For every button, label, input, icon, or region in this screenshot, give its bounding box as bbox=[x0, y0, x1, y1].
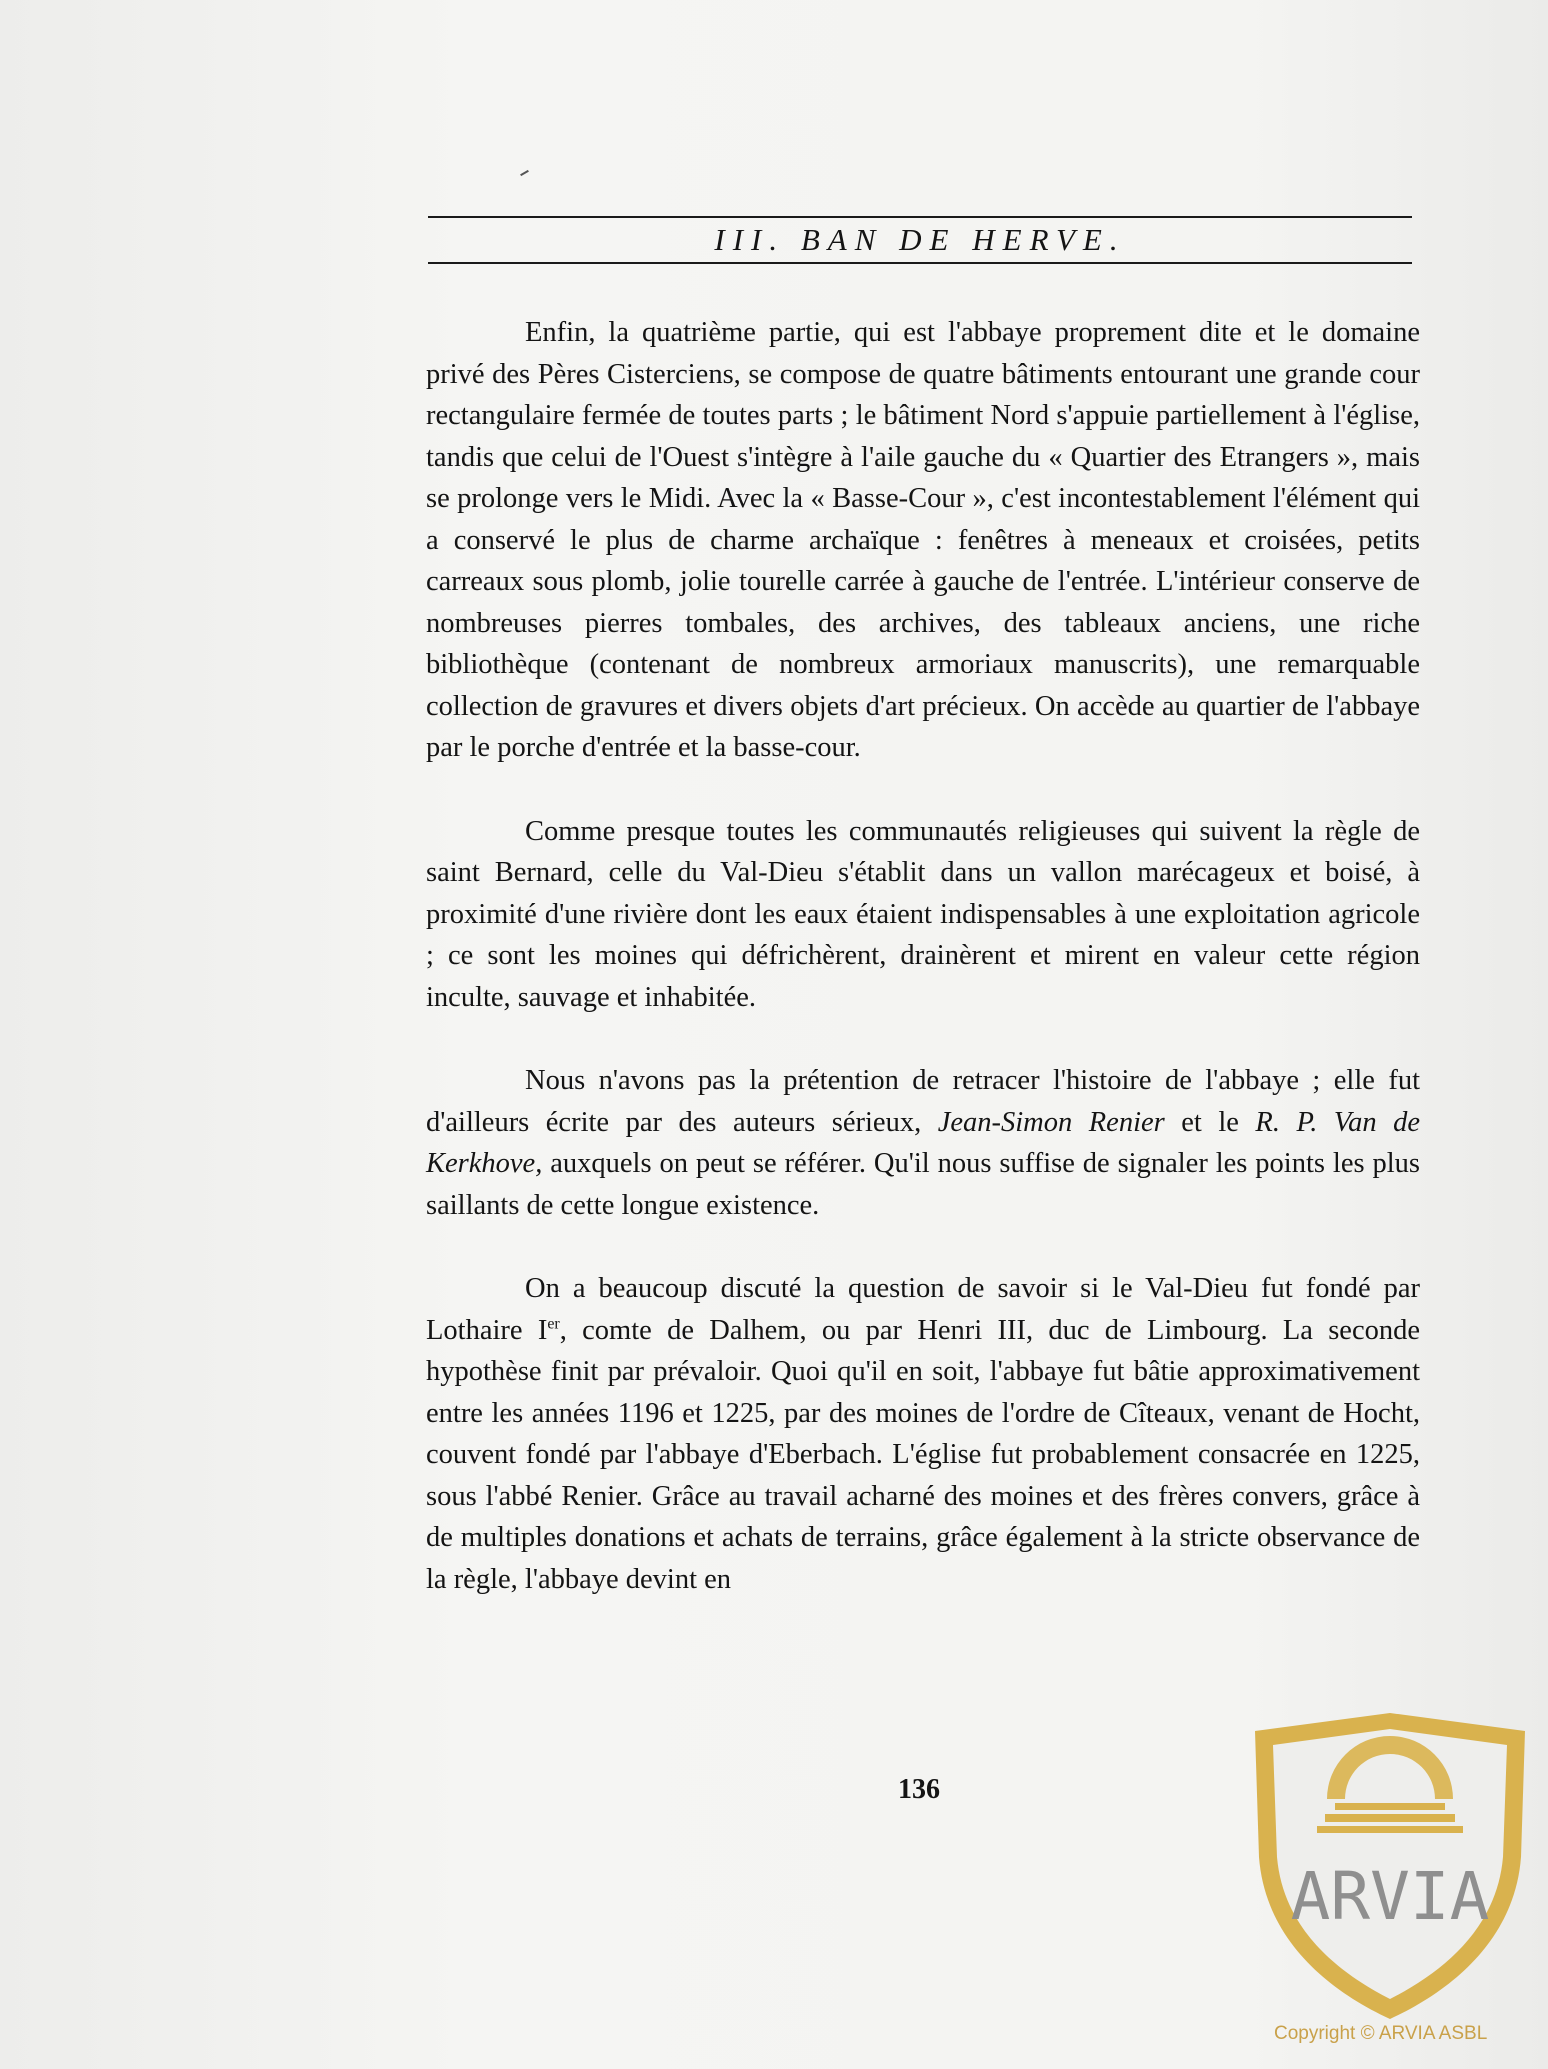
running-header bbox=[428, 212, 1412, 264]
paragraph-3 bbox=[426, 1060, 1420, 1226]
paragraph-2: Comme presque toutes les communautés religieuses qui suivent la règle de saint Bernard, celle du Val-Dieu s'établit dans un vallon marécageux et boisé, à proximité d'une rivière dont les eaux étaient indispensables à une exploitation agricole ; ce sont les moines qui défrichèrent, drainèrent et mirent en valeur cette région inculte, sauvage et inhabitée. bbox=[426, 815, 1420, 1013]
author-name-1: Jean-Simon Renier bbox=[937, 1106, 1165, 1138]
ordinal-superscript: er bbox=[547, 1315, 560, 1332]
paragraph-3-text-c: auxquels on peut se référer. Qu'il nous suffise de signaler les points les plus saillants de cette longue existence. bbox=[426, 1148, 1420, 1221]
page-number: 136 bbox=[898, 1774, 940, 1805]
paragraph-1: Enfin, la quatrième partie, qui est l'abbaye proprement dite et le domaine privé des Pères Cisterciens, se compose de quatre bâtiments entourant une grande cour rectangulaire fermée de toutes parts ; le bâtiment Nord s'appuie partiellement à l'église, tandis que celui de l'Ouest s'intègre à l'aile gauche du « Quartier des Etrangers », mais se prolonge vers le Midi. Avec la « Basse-Cour », c'est incontestablement l'élément qui a conservé le plus de charme archaïque : fenêtres à meneaux et croisées, petits carreaux sous plomb, jolie tourelle carrée à gauche de l'entrée. L'intérieur conserve de nombreuses pierres tombales, des archives, des tableaux anciens, une riche bibliothèque (contenant de nombreux armoriaux manuscrits), une remarquable collection de gravures et divers objets d'art précieux. On accède au quartier de l'abbaye par le porche d'entrée et la basse-cour. bbox=[426, 317, 1420, 763]
header-rule-bottom bbox=[428, 262, 1412, 264]
paragraph-3-text-a: Nous n'avons pas la prétention de retracer l'histoire de l'abbaye ; elle fut d'ailleurs écrite par des auteurs sérieux, bbox=[426, 1065, 1420, 1138]
author-name-2: R. P. Van de Kerkhove, bbox=[426, 1106, 1420, 1179]
header-rule-top bbox=[428, 216, 1412, 218]
paragraph-4-text-b: , comte de Dalhem, ou par Henri III, duc de Limbourg. La seconde hypothèse finit par prévaloir. Quoi qu'il en soit, l'abbaye fut bâtie approximativement entre les années 1196 et 1225, par des moines de l'ordre de Cîteaux, venant de Hocht, couvent fondé par l'abbaye d'Eberbach. L'église fut probablement consacrée en 1225, sous l'abbé Renier. Grâce au travail acharné des moines et des frères convers, grâce à de multiples donations et achats de terrains, grâce également à la stricte observance de la règle, l'abbaye devint en bbox=[426, 1314, 1420, 1595]
body-text bbox=[426, 312, 1420, 1642]
paragraph-3-text-b: et le bbox=[1164, 1106, 1256, 1138]
arvia-logo bbox=[1245, 1707, 1535, 2029]
paragraph-4-text-a: On a beaucoup discuté la question de savoir si le Val-Dieu fut fondé par Lothaire I bbox=[426, 1273, 1420, 1346]
header-title: III. BAN DE HERVE. bbox=[714, 222, 1126, 257]
copyright-notice: Copyright © ARVIA ASBL bbox=[1274, 2023, 1488, 2044]
logo-text: ARVIA bbox=[1290, 1858, 1490, 1935]
paragraph-4 bbox=[426, 1268, 1420, 1600]
